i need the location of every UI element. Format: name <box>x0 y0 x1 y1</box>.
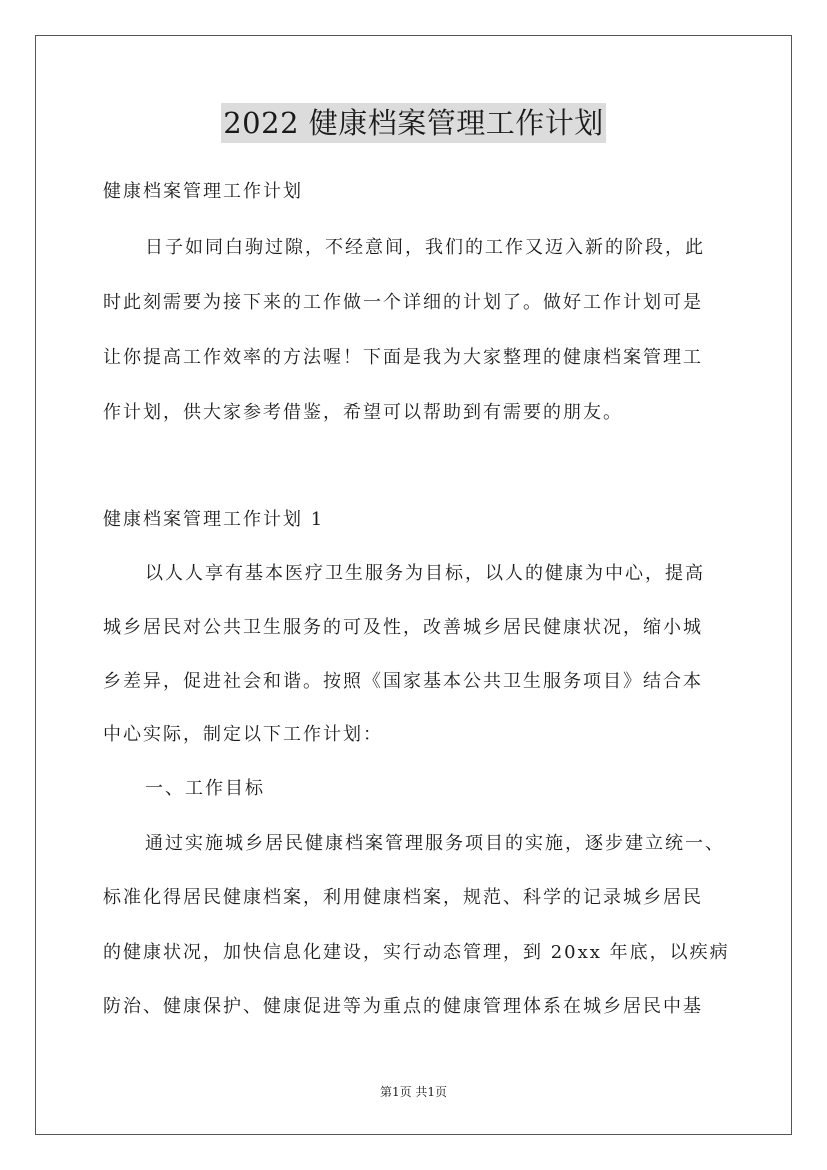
page-number: 第1页 共1页 <box>379 1085 448 1099</box>
subsection-heading: 一、工作目标 <box>145 778 265 799</box>
paragraph-line: 作计划，供大家参考借鉴，希望可以帮助到有需要的朋友。 <box>103 402 623 423</box>
document-title: 2022 健康档案管理工作计划 <box>221 103 606 143</box>
paragraph-line: 以人人享有基本医疗卫生服务为目标，以人的健康为中心，提高 <box>145 563 705 584</box>
paragraph-line: 中心实际，制定以下工作计划： <box>103 724 383 745</box>
paragraph-line: 的健康状况，加快信息化建设，实行动态管理，到 20xx 年底，以疾病 <box>103 942 730 963</box>
paragraph-line: 城乡居民对公共卫生服务的可及性，改善城乡居民健康状况，缩小城 <box>103 617 703 638</box>
paragraph-line: 标准化得居民健康档案，利用健康档案，规范、科学的记录城乡居民 <box>103 887 703 908</box>
document-title-wrapper <box>0 103 827 143</box>
paragraph-line: 时此刻需要为接下来的工作做一个详细的计划了。做好工作计划可是 <box>103 292 703 313</box>
paragraph-line: 乡差异，促进社会和谐。按照《国家基本公共卫生服务项目》结合本 <box>103 671 703 692</box>
paragraph-line: 日子如同白驹过隙，不经意间，我们的工作又迈入新的阶段，此 <box>145 237 705 258</box>
paragraph-line: 通过实施城乡居民健康档案管理服务项目的实施，逐步建立统一、 <box>145 833 725 854</box>
section-heading: 健康档案管理工作计划 <box>103 181 303 202</box>
paragraph-line: 防治、健康保护、健康促进等为重点的健康管理体系在城乡居民中基 <box>103 996 703 1017</box>
section-heading: 健康档案管理工作计划 1 <box>103 509 325 530</box>
paragraph-line: 让你提高工作效率的方法喔！下面是我为大家整理的健康档案管理工 <box>103 347 703 368</box>
